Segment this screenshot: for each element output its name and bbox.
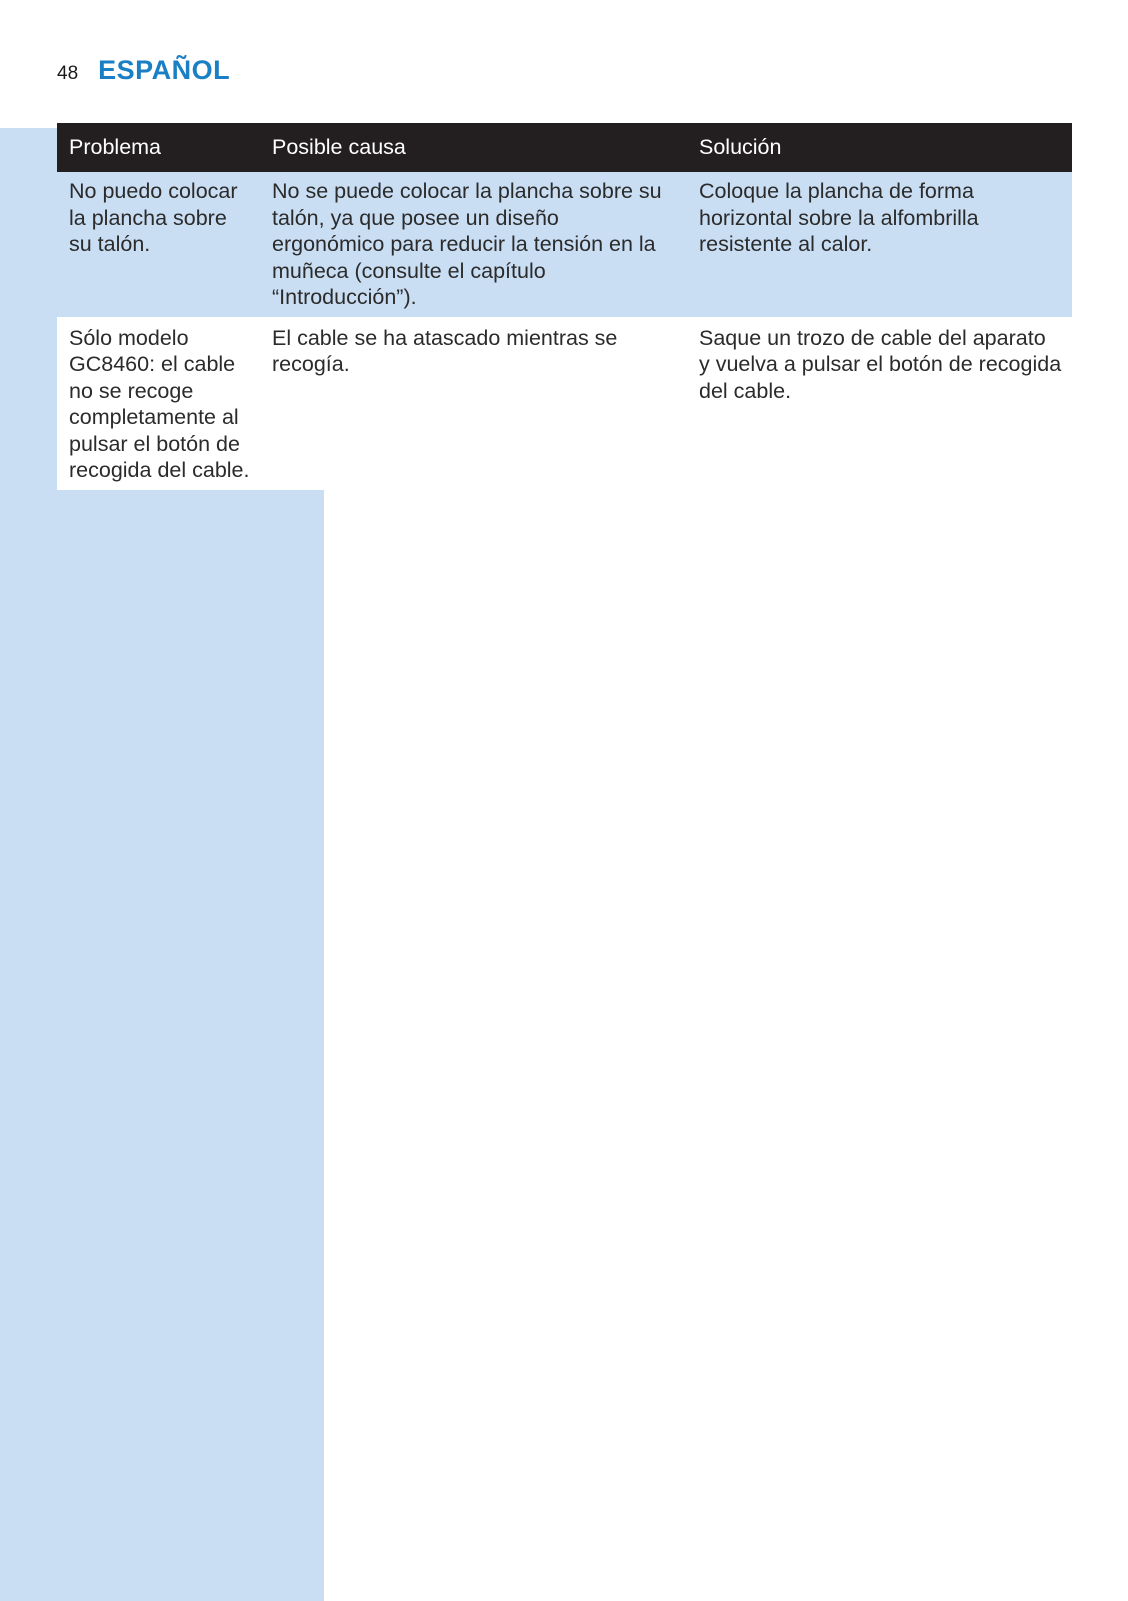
header-problem: Problema: [57, 123, 260, 172]
table-header-row: [57, 123, 1072, 172]
header-solution: Solución: [687, 123, 1072, 172]
cause-cell: El cable se ha atascado mientras se recogía.: [260, 317, 687, 490]
header-cause: Posible causa: [260, 123, 687, 172]
solution-cell: Saque un trozo de cable del aparato y vuelva a pulsar el botón de recogida del cable.: [687, 317, 1072, 490]
cause-cell: No se puede colocar la plancha sobre su talón, ya que posee un diseño ergonómico para reducir la tensión en la muñeca (consulte el capítulo “Introducción”).: [260, 172, 687, 317]
solution-cell: Coloque la plancha de forma horizontal sobre la alfombrilla resistente al calor.: [687, 172, 1072, 317]
table-row: [57, 172, 1072, 317]
problem-cell: No puedo colocar la plancha sobre su talón.: [57, 172, 260, 317]
problem-cell: Sólo modelo GC8460: el cable no se recoge completamente al pulsar el botón de recogida del cable.: [57, 317, 260, 490]
table-row: [57, 317, 1072, 490]
page-header: [57, 55, 230, 86]
page-number: 48: [57, 63, 79, 84]
troubleshooting-table: [57, 123, 1072, 490]
section-title: ESPAÑOL: [98, 55, 231, 85]
